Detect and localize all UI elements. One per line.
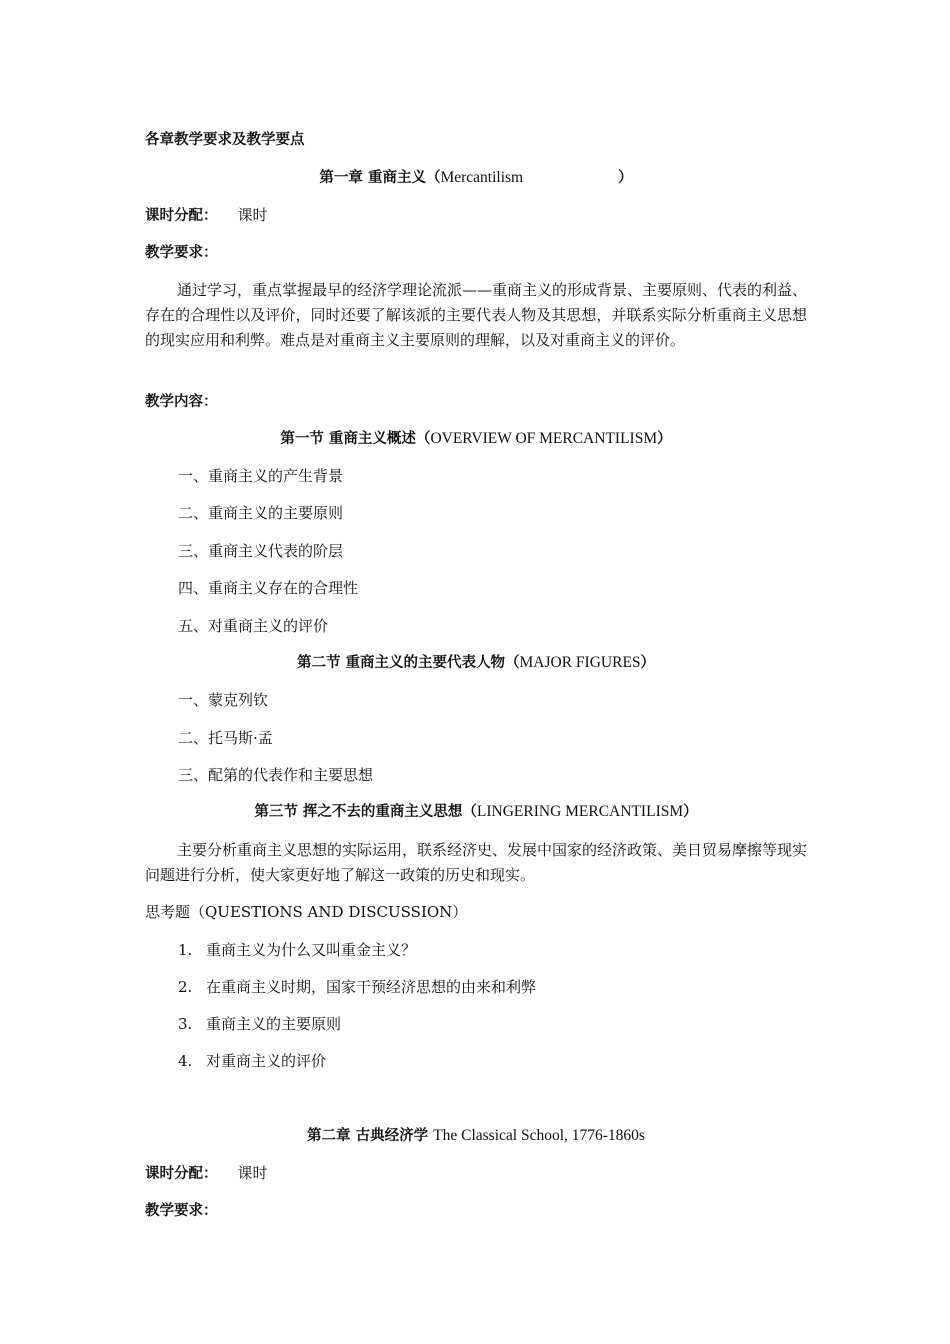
sec2-title-en: MAJOR FIGURES bbox=[519, 654, 641, 671]
chapter1-req-text: 通过学习，重点掌握最早的经济学理论流派——重商主义的形成背景、主要原则、代表的利益、存在的合理性以及评价，同时还要了解该派的主要代表人物及其思想，并联系实际分析重商主义思想的现实应用和利弊。难点是对重商主义主要原则的理解，以及对重商主义的评价。 bbox=[145, 281, 808, 349]
question-item bbox=[178, 940, 416, 960]
chapter2-title-en: The Classical School, 1776-1860s bbox=[433, 1127, 645, 1144]
chapter1-title-en: Mercantilism bbox=[440, 169, 524, 186]
sec1-title-en: OVERVIEW OF MERCANTILISM bbox=[430, 430, 658, 447]
sec2-title-close: ） bbox=[640, 655, 656, 671]
hours-value: 课时 bbox=[237, 1164, 268, 1182]
question-item bbox=[178, 1051, 326, 1071]
chapter1-req-label: 教学要求： bbox=[145, 245, 218, 261]
sec1-title-cn: 第一节 重商主义概述（ bbox=[280, 431, 431, 447]
chapter1-title-cn: 第一章 重商主义（ bbox=[319, 170, 441, 186]
list-item: 三、配第的代表作和主要思想 bbox=[178, 766, 374, 784]
question-number: 3. bbox=[178, 1015, 193, 1033]
list-item: 二、托马斯·孟 bbox=[178, 729, 273, 747]
chapter2-hours bbox=[145, 1163, 268, 1184]
question-number: 1. bbox=[178, 941, 193, 959]
chapter1-content-label: 教学内容： bbox=[145, 394, 218, 410]
question-item bbox=[178, 977, 536, 997]
question-number: 4. bbox=[178, 1052, 193, 1070]
sec3-title bbox=[145, 802, 807, 822]
hours-label: 课时分配： bbox=[145, 208, 218, 224]
sec1-title bbox=[145, 429, 807, 449]
sec1-title-close: ） bbox=[657, 431, 672, 447]
sec2-title bbox=[145, 653, 807, 673]
question-text: 重商主义为什么又叫重金主义？ bbox=[206, 941, 417, 959]
list-item: 三、重商主义代表的阶层 bbox=[178, 542, 344, 560]
question-text: 重商主义的主要原则 bbox=[206, 1015, 342, 1033]
hours-label: 课时分配： bbox=[145, 1166, 218, 1182]
list-item: 五、对重商主义的评价 bbox=[178, 617, 329, 635]
questions-label: 思考题（QUESTIONS AND DISCUSSION） bbox=[145, 903, 468, 921]
sec3-title-en: LINGERING MERCANTILISM bbox=[476, 803, 684, 820]
sec2-title-cn: 第二节 重商主义的主要代表人物（ bbox=[296, 655, 520, 671]
hours-value: 课时 bbox=[237, 206, 268, 224]
chapter2-title bbox=[145, 1126, 807, 1146]
question-text: 在重商主义时期，国家干预经济思想的由来和利弊 bbox=[206, 978, 537, 996]
list-item: 四、重商主义存在的合理性 bbox=[178, 579, 359, 597]
list-item: 二、重商主义的主要原则 bbox=[178, 504, 344, 522]
list-item: 一、重商主义的产生背景 bbox=[178, 467, 344, 485]
chapter1-hours bbox=[145, 205, 268, 226]
sec3-text: 主要分析重商主义思想的实际运用，联系经济史、发展中国家的经济政策、美日贸易摩擦等现实问题进行分析，使大家更好地了解这一政策的历史和现实。 bbox=[145, 841, 808, 884]
sec3-title-cn: 第三节 挥之不去的重商主义思想（ bbox=[254, 804, 477, 820]
chapter1-title bbox=[145, 168, 807, 188]
chapter2-req-label: 教学要求： bbox=[145, 1203, 218, 1219]
question-number: 2. bbox=[178, 978, 193, 996]
document-title: 各章教学要求及教学要点 bbox=[145, 132, 305, 148]
chapter2-title-cn: 第二章 古典经济学 bbox=[307, 1128, 434, 1144]
sec3-title-close: ） bbox=[683, 804, 698, 820]
list-item: 一、蒙克列钦 bbox=[178, 691, 269, 709]
question-item bbox=[178, 1014, 341, 1034]
chapter1-title-close: ） bbox=[618, 170, 633, 186]
question-text: 对重商主义的评价 bbox=[206, 1052, 327, 1070]
